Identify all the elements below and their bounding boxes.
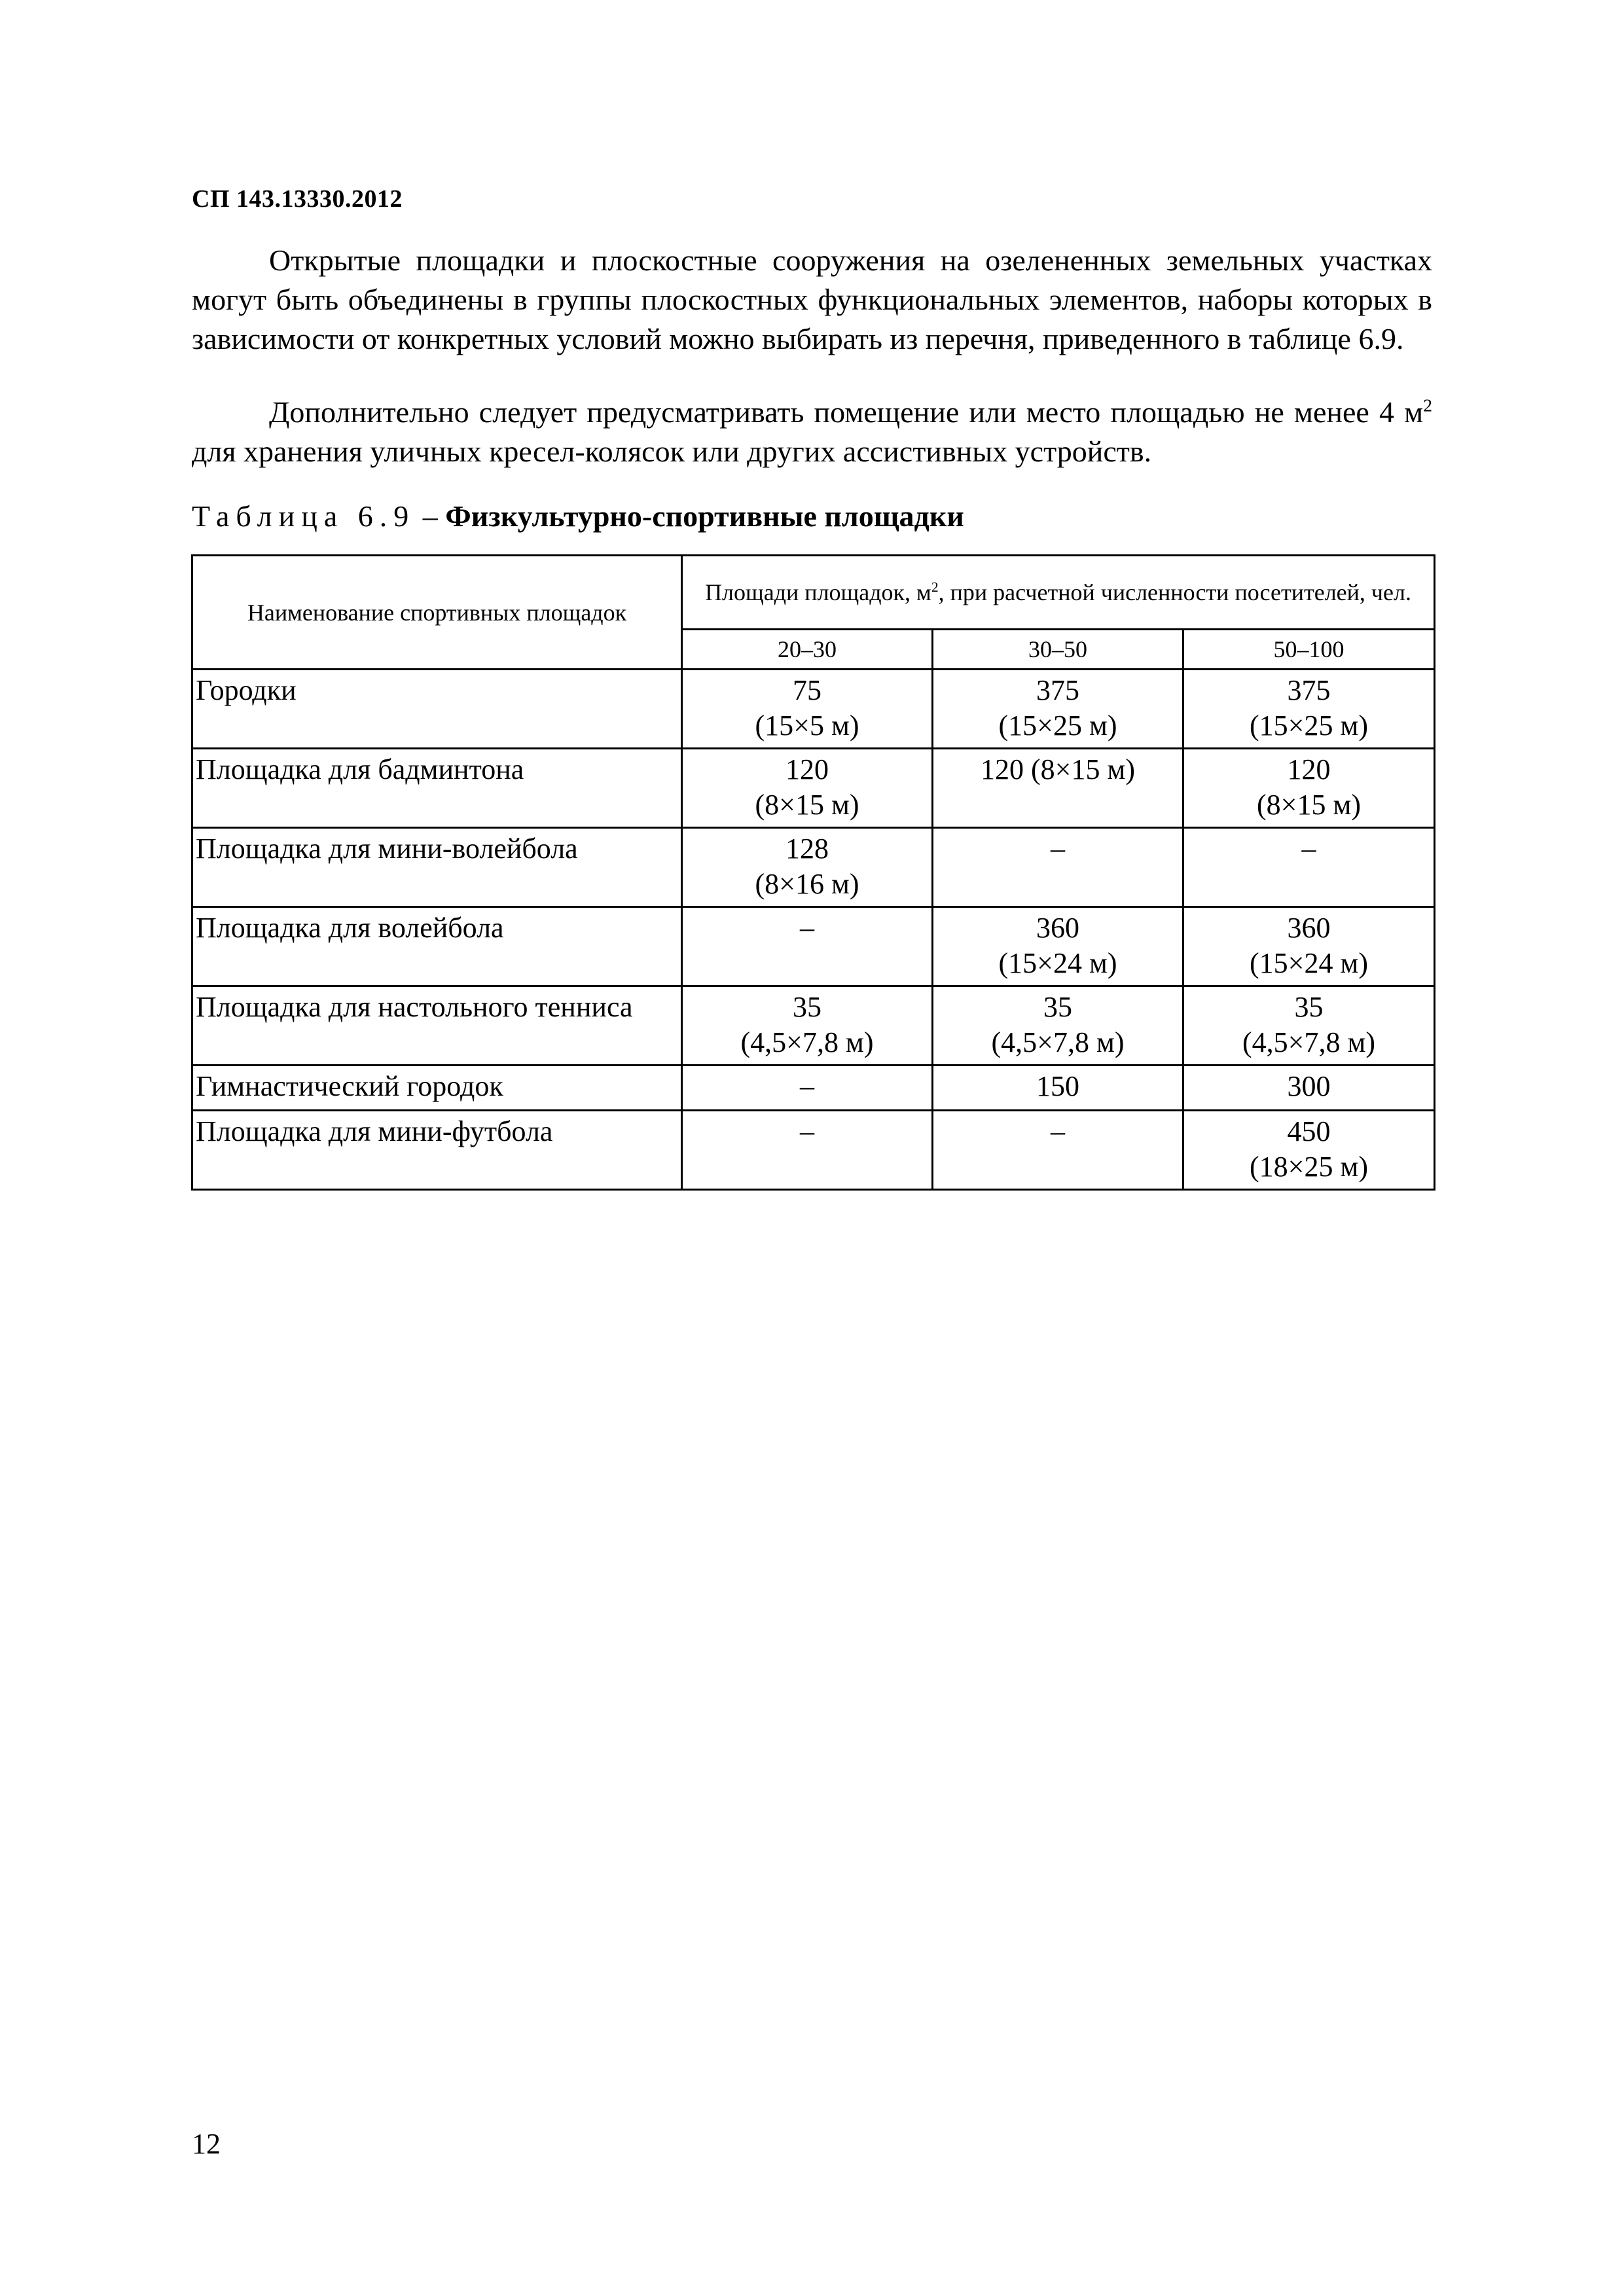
header-areas-text-1: Площади площадок, м	[705, 579, 931, 605]
cell-dimensions: (4,5×7,8 м)	[1242, 1026, 1375, 1058]
cell-area: 450	[1287, 1115, 1331, 1147]
cell-area: 120 (8×15 м)	[981, 753, 1135, 785]
cell-area: –	[1051, 1115, 1065, 1147]
cell-dimensions: (15×5 м)	[755, 709, 859, 742]
cell-dimensions: (18×25 м)	[1250, 1151, 1368, 1183]
cell-value	[1183, 1111, 1435, 1190]
row-name: Гимнастический городок	[192, 1066, 682, 1111]
cell-area: –	[1301, 833, 1316, 865]
paragraph-storage-text-1: Дополнительно следует предусматривать помещение или место площадью не менее 4 м	[269, 395, 1424, 429]
row-name: Площадка для мини-волейбола	[192, 828, 682, 907]
cell-area: 360	[1036, 912, 1079, 944]
row-name: Площадка для настольного тенниса	[192, 986, 682, 1066]
cell-area: 360	[1287, 912, 1331, 944]
cell-dimensions: (8×16 м)	[755, 868, 859, 900]
table-caption	[192, 499, 964, 533]
cell-value	[682, 749, 933, 828]
header-range-1: 20–30	[682, 630, 933, 670]
table-label: Таблица 6.9	[192, 499, 416, 533]
cell-dimensions: (15×25 м)	[998, 709, 1117, 742]
cell-value	[933, 1066, 1183, 1111]
cell-dimensions: (4,5×7,8 м)	[740, 1026, 874, 1058]
row-name: Городки	[192, 670, 682, 749]
cell-dimensions: (15×25 м)	[1250, 709, 1368, 742]
cell-area: 35	[1043, 991, 1072, 1023]
cell-area: –	[800, 1115, 814, 1147]
row-name: Площадка для волейбола	[192, 907, 682, 986]
table-caption-dash: –	[415, 499, 446, 533]
cell-area: 128	[785, 833, 829, 865]
table-row	[192, 828, 1435, 907]
cell-dimensions: (15×24 м)	[998, 947, 1117, 979]
cell-value	[682, 1066, 933, 1111]
table-row	[192, 1111, 1435, 1190]
cell-value	[1183, 828, 1435, 907]
cell-area: 375	[1036, 674, 1079, 706]
cell-value	[682, 907, 933, 986]
cell-dimensions: (8×15 м)	[755, 789, 859, 821]
cell-area: 120	[1287, 753, 1331, 785]
cell-value	[682, 828, 933, 907]
paragraph-storage-text-2: для хранения уличных кресел-колясок или других ассистивных устройств.	[192, 435, 1152, 468]
sports-areas-table	[191, 554, 1435, 1191]
cell-dimensions: (15×24 м)	[1250, 947, 1368, 979]
cell-value	[1183, 749, 1435, 828]
cell-value	[1183, 986, 1435, 1066]
cell-value	[1183, 1066, 1435, 1111]
table-row	[192, 749, 1435, 828]
header-areas-group	[682, 556, 1435, 630]
square-superscript: 2	[1423, 395, 1432, 416]
header-areas-text-2: , при расчетной численности посетителей, чел.	[938, 579, 1411, 605]
cell-area: 75	[793, 674, 821, 706]
table-header-row	[192, 556, 1435, 630]
row-name: Площадка для бадминтона	[192, 749, 682, 828]
page-number: 12	[192, 2128, 221, 2160]
table-row	[192, 670, 1435, 749]
cell-area: 375	[1287, 674, 1331, 706]
cell-value	[933, 749, 1183, 828]
cell-area: 35	[1294, 991, 1324, 1023]
cell-value	[682, 670, 933, 749]
cell-value	[933, 907, 1183, 986]
cell-value	[1183, 907, 1435, 986]
header-range-2: 30–50	[933, 630, 1183, 670]
cell-dimensions: (4,5×7,8 м)	[991, 1026, 1125, 1058]
cell-area: –	[800, 912, 814, 944]
cell-dimensions: (8×15 м)	[1257, 789, 1361, 821]
cell-area: 150	[1036, 1070, 1079, 1102]
cell-value	[682, 986, 933, 1066]
cell-area: 35	[793, 991, 821, 1023]
paragraph-open-areas: Открытые площадки и плоскостные сооружения на озелененных земельных участках могут быть объединены в группы плоскостных функциональных элементов, наборы которых в зависимости от конкретных условий можно выбирать из перечня, приведенного в таблице 6.9.	[192, 243, 1432, 355]
cell-area: –	[1051, 833, 1065, 865]
cell-value	[1183, 670, 1435, 749]
cell-area: 300	[1287, 1070, 1331, 1102]
cell-value	[933, 1111, 1183, 1190]
paragraph-storage-space	[192, 393, 1432, 471]
cell-area: 120	[785, 753, 829, 785]
document-code: СП 143.13330.2012	[192, 185, 403, 213]
header-range-3: 50–100	[1183, 630, 1435, 670]
row-name: Площадка для мини-футбола	[192, 1111, 682, 1190]
cell-value	[682, 1111, 933, 1190]
table-title: Физкультурно-спортивные площадки	[445, 499, 964, 533]
cell-value	[933, 670, 1183, 749]
cell-value	[933, 828, 1183, 907]
cell-area: –	[800, 1070, 814, 1102]
table-row	[192, 1066, 1435, 1111]
header-square-superscript: 2	[931, 579, 939, 595]
table-row	[192, 986, 1435, 1066]
header-name-column: Наименование спортивных площадок	[192, 556, 682, 670]
cell-value	[933, 986, 1183, 1066]
table-row	[192, 907, 1435, 986]
